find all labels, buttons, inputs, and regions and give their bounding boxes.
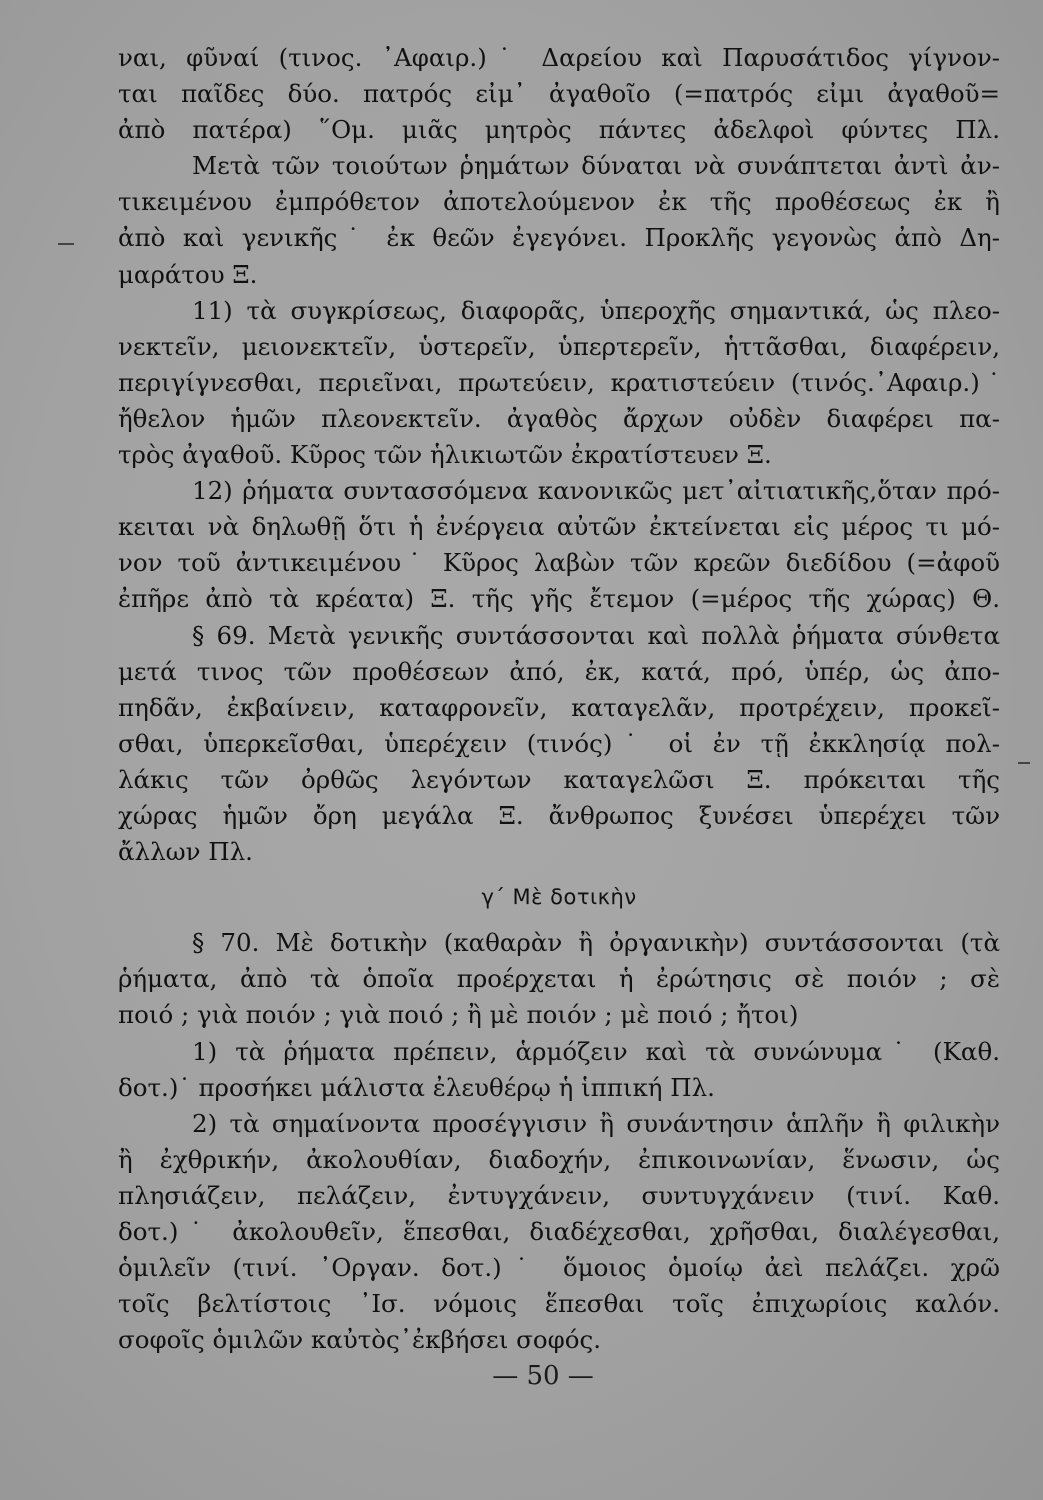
text-line: ναι, φῦναί (τινος. ᾽Αφαιρ.)˙ Δαρείου καὶ Παρυσάτιδος γίγνον- [118, 43, 1000, 72]
text-line: σοφοῖς ὁμιλῶν καὐτὸς᾽ἐκβήσει σοφός. [118, 1325, 601, 1355]
text-line: δοτ.)˙ ἀκολουθεῖν, ἕπεσθαι, διαδέχεσθαι, χρῆσθαι, διαλέγεσθαι, [118, 1217, 1000, 1246]
text-line: ἢ ἐχθρικήν, ἀκολουθίαν, διαδοχήν, ἐπικοινωνίαν, ἕνωσιν, ὡς [118, 1144, 1000, 1174]
text-line: Μετὰ τῶν τοιούτων ῥημάτων δύναται νὰ συνάπτεται ἀντὶ ἀν- [192, 151, 1000, 181]
section-69-start: § 69. Μετὰ γενικῆς συντάσσονται καὶ πολλὰ ῥήματα σύνθετα [192, 620, 1000, 650]
text-line: μετά τινος τῶν προθέσεων ἀπό, ἐκ, κατά, πρό, ὑπέρ, ὡς ἀπο- [118, 656, 1000, 686]
text-line: τοῖς βελτίστοις ᾽Ισ. νόμοις ἕπεσθαι τοῖς ἐπιχωρίοις καλόν. [118, 1289, 1000, 1319]
text-line: περιγίγνεσθαι, περιεῖναι, πρωτεύειν, κρατιστεύειν (τινός.᾽Αφαιρ.)˙ [118, 367, 1000, 397]
body-text [118, 40, 1000, 1358]
text-line: νον τοῦ ἀντικειμένου˙ Κῦρος λαβὼν τῶν κρεῶν διεδίδου (=ἀφοῦ [118, 548, 1000, 578]
text-line: ἀπὸ πατέρα) ῞Ομ. μιᾶς μητρὸς πάντες ἀδελφοὶ φύντες Πλ. [118, 115, 1000, 145]
section-heading: γ´ Μὲ δοτικὴν [481, 885, 637, 910]
text-line: ται παῖδες δύο. πατρός εἰμ᾽ ἀγαθοῖο (=πατρός εἰμι ἀγαθοῦ= [118, 79, 1000, 109]
text-line: πηδᾶν, ἐκβαίνειν, καταφρονεῖν, καταγελᾶν, προτρέχειν, προκεῖ- [118, 692, 1000, 722]
text-line: λάκις τῶν ὀρθῶς λεγόντων καταγελῶσι Ξ. πρόκειται τῆς [118, 764, 1000, 794]
section-70-start: § 70. Μὲ δοτικὴν (καθαρὰν ἢ ὀργανικὴν) συντάσσονται (τὰ [192, 928, 1000, 958]
text-line: ῥήματα, ἀπὸ τὰ ὁποῖα προέρχεται ἡ ἐρώτησις σὲ ποιόν ; σὲ [118, 964, 1000, 994]
text-line: κειται νὰ δηλωθῇ ὅτι ἡ ἐνέργεια αὐτῶν ἐκτείνεται εἰς μέρος τι μό- [118, 512, 1000, 542]
text-line: χώρας ἡμῶν ὄρη μεγάλα Ξ. ἄνθρωπος ξυνέσει ὑπερέχει τῶν [118, 800, 1000, 830]
text-line: 2) τὰ σημαίνοντα προσέγγισιν ἢ συνάντησιν ἁπλῆν ἢ φιλικὴν [192, 1108, 1000, 1138]
text-line: νεκτεῖν, μειονεκτεῖν, ὑστερεῖν, ὑπερτερεῖν, ἡττᾶσθαι, διαφέρειν, [118, 331, 1000, 361]
text-line: δοτ.)˙ προσήκει μάλιστα ἐλευθέρῳ ἡ ἱππική Πλ. [118, 1072, 715, 1102]
margin-tick-left [58, 243, 74, 245]
text-line: ἄλλων Πλ. [118, 837, 253, 867]
text-line: πλησιάζειν, πελάζειν, ἐντυγχάνειν, συντυγχάνειν (τινί. Καθ. [118, 1180, 1000, 1210]
text-line: ὁμιλεῖν (τινί. ᾽Οργαν. δοτ.)˙ ὅμοιος ὁμοίῳ ἀεὶ πελάζει. χρῶ [118, 1253, 1000, 1283]
text-line: 11) τὰ συγκρίσεως, διαφορᾶς, ὑπεροχῆς σημαντικά, ὡς πλεο- [192, 295, 1000, 325]
text-line: σθαι, ὑπερκεῖσθαι, ὑπερέχειν (τινός)˙ οἱ ἐν τῇ ἐκκλησίᾳ πολ- [118, 728, 1000, 758]
text-line: ἀπὸ καὶ γενικῆς˙ ἐκ θεῶν ἐγεγόνει. Προκλῆς γεγονὼς ἀπὸ Δη- [118, 223, 1000, 253]
text-line: τικειμένου ἐμπρόθετον ἀποτελούμενον ἐκ τῆς προθέσεως ἐκ ἢ [118, 187, 1000, 217]
text-line: ἐπῆρε ἀπὸ τὰ κρέατα) Ξ. τῆς γῆς ἔτεμον (=μέρος τῆς χώρας) Θ. [118, 584, 1000, 614]
text-line: ἤθελον ἡμῶν πλεονεκτεῖν. ἀγαθὸς ἄρχων οὐδὲν διαφέρει πα- [118, 403, 1000, 433]
page-number: — 50 — [492, 1361, 594, 1391]
margin-tick-right [1018, 762, 1030, 764]
text-line: 12) ῥήματα συντασσόμενα κανονικῶς μετ᾽αἰτιατικῆς,ὅταν πρό- [192, 476, 1000, 506]
text-line: μαράτου Ξ. [118, 259, 258, 289]
text-line: 1) τὰ ῥήματα πρέπειν, ἁρμόζειν καὶ τὰ συνώνυμα˙ (Καθ. [192, 1036, 1000, 1066]
text-line: τρὸς ἀγαθοῦ. Κῦρος τῶν ἡλικιωτῶν ἐκρατίστευεν Ξ. [118, 440, 772, 470]
text-line: ποιό ; γιὰ ποιόν ; γιὰ ποιό ; ἢ μὲ ποιόν ; μὲ ποιό ; ἤτοι) [118, 1000, 799, 1030]
